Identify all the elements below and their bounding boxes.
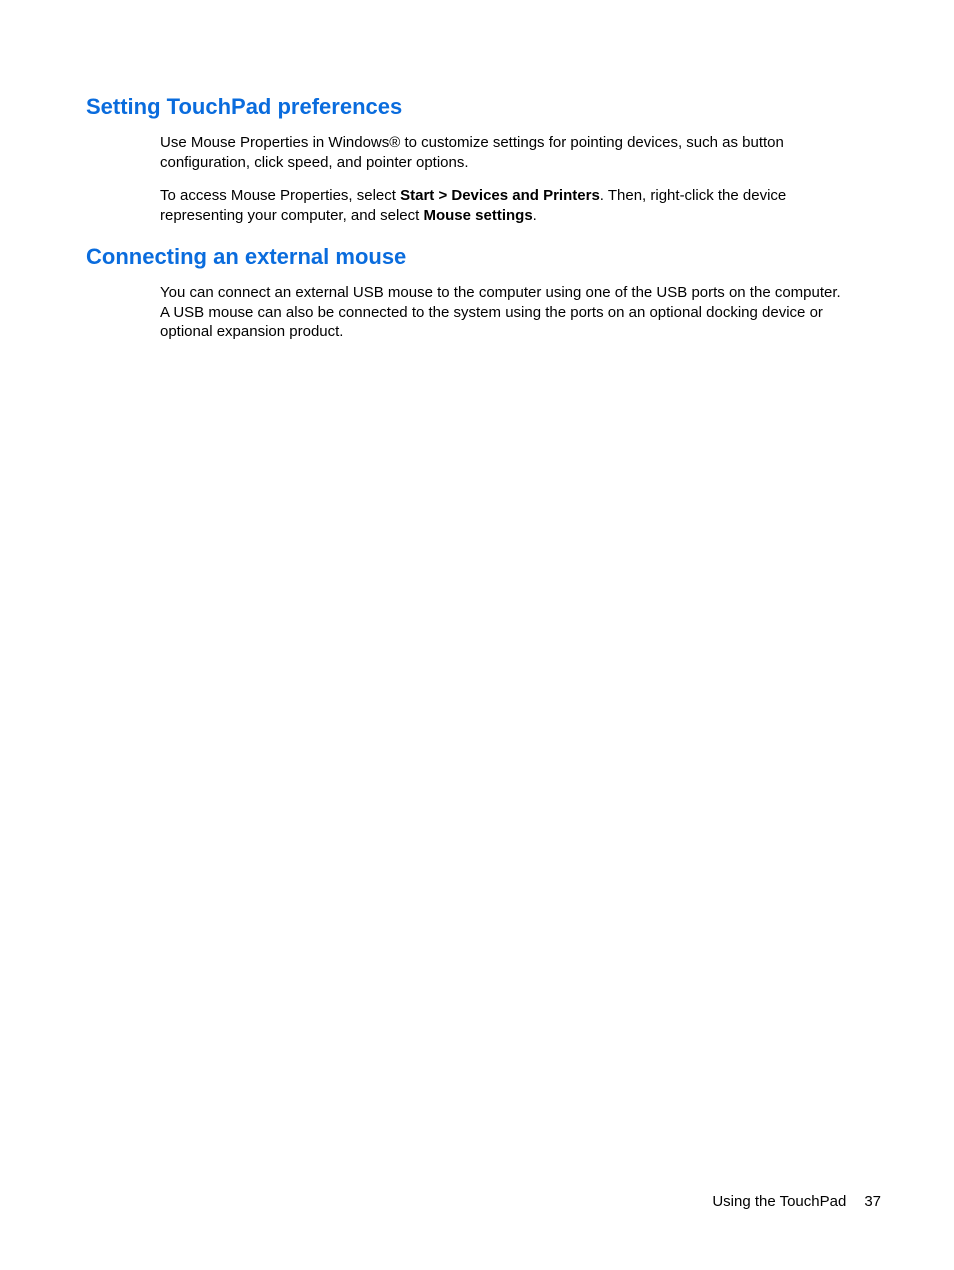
section-heading-touchpad-preferences: Setting TouchPad preferences [86,94,403,119]
paragraph-access-instructions [160,186,890,225]
bold-menu-path: Start > Devices and Printers [400,187,600,204]
text-run: To access Mouse Properties, select [160,187,401,204]
text-run: . [532,206,537,224]
text-line: A USB mouse can also be connected to the system using the ports on an optional docking device or [160,303,823,321]
text-line: optional expansion product. [160,323,344,340]
page-number: 37 [864,1193,881,1210]
bold-mouse-settings: Mouse settings [423,206,533,224]
paragraph-external-mouse [160,283,890,342]
footer-title: Using the TouchPad [712,1193,847,1210]
text-line: configuration, click speed, and pointer options. [160,153,469,171]
text-line: Use Mouse Properties in Windows® to customize settings for pointing devices, such as button [160,134,784,151]
page-footer [712,1192,881,1212]
paragraph-mouse-properties [160,133,890,172]
text-run: . Then, right-click the device [599,187,787,204]
text-line [160,206,890,226]
section-heading-external-mouse: Connecting an external mouse [86,244,407,269]
text-line: You can connect an external USB mouse to the computer using one of the USB ports on the computer. [160,284,841,301]
text-line [160,186,890,206]
text-run: representing your computer, and select [160,206,424,224]
